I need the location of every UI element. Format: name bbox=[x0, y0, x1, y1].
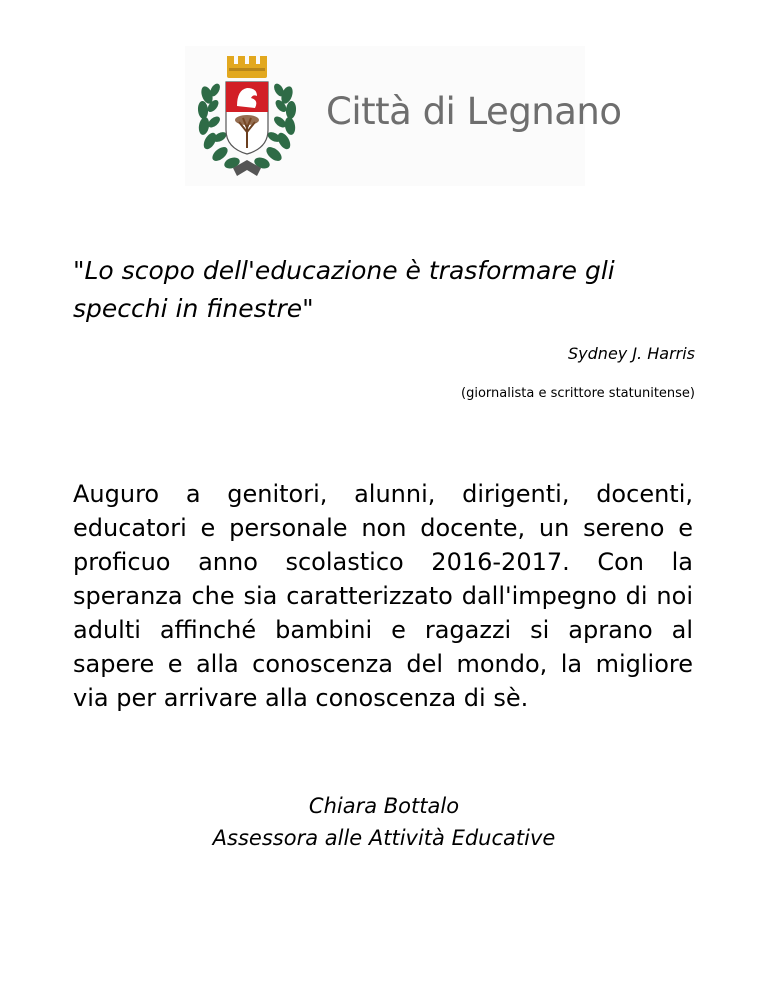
quote-text: "Lo scopo dell'educazione è trasformare gli specchi in finestre" bbox=[73, 256, 615, 323]
quote-author: Sydney J. Harris bbox=[568, 344, 695, 363]
signature bbox=[0, 790, 768, 854]
city-coat-of-arms-icon bbox=[193, 50, 301, 182]
signature-title: Assessora alle Attività Educative bbox=[212, 826, 556, 850]
quote-author-role: (giornalista e scrittore statunitense) bbox=[461, 386, 695, 401]
header-logo bbox=[185, 46, 622, 186]
signature-name: Chiara Bottalo bbox=[308, 794, 460, 818]
city-name: Città di Legnano bbox=[326, 90, 622, 133]
message-text: Auguro a genitori, alunni, dirigenti, docenti, educatori e personale non docente, un sereno e proficuo anno scolastico 2016-2017. Con la speranza che sia caratterizzato dall'impegno di noi adulti affinché bambini e ragazzi si aprano al sapere e alla conoscenza del mondo, la migliore via per arrivare alla conoscenza di sè. bbox=[73, 480, 693, 712]
